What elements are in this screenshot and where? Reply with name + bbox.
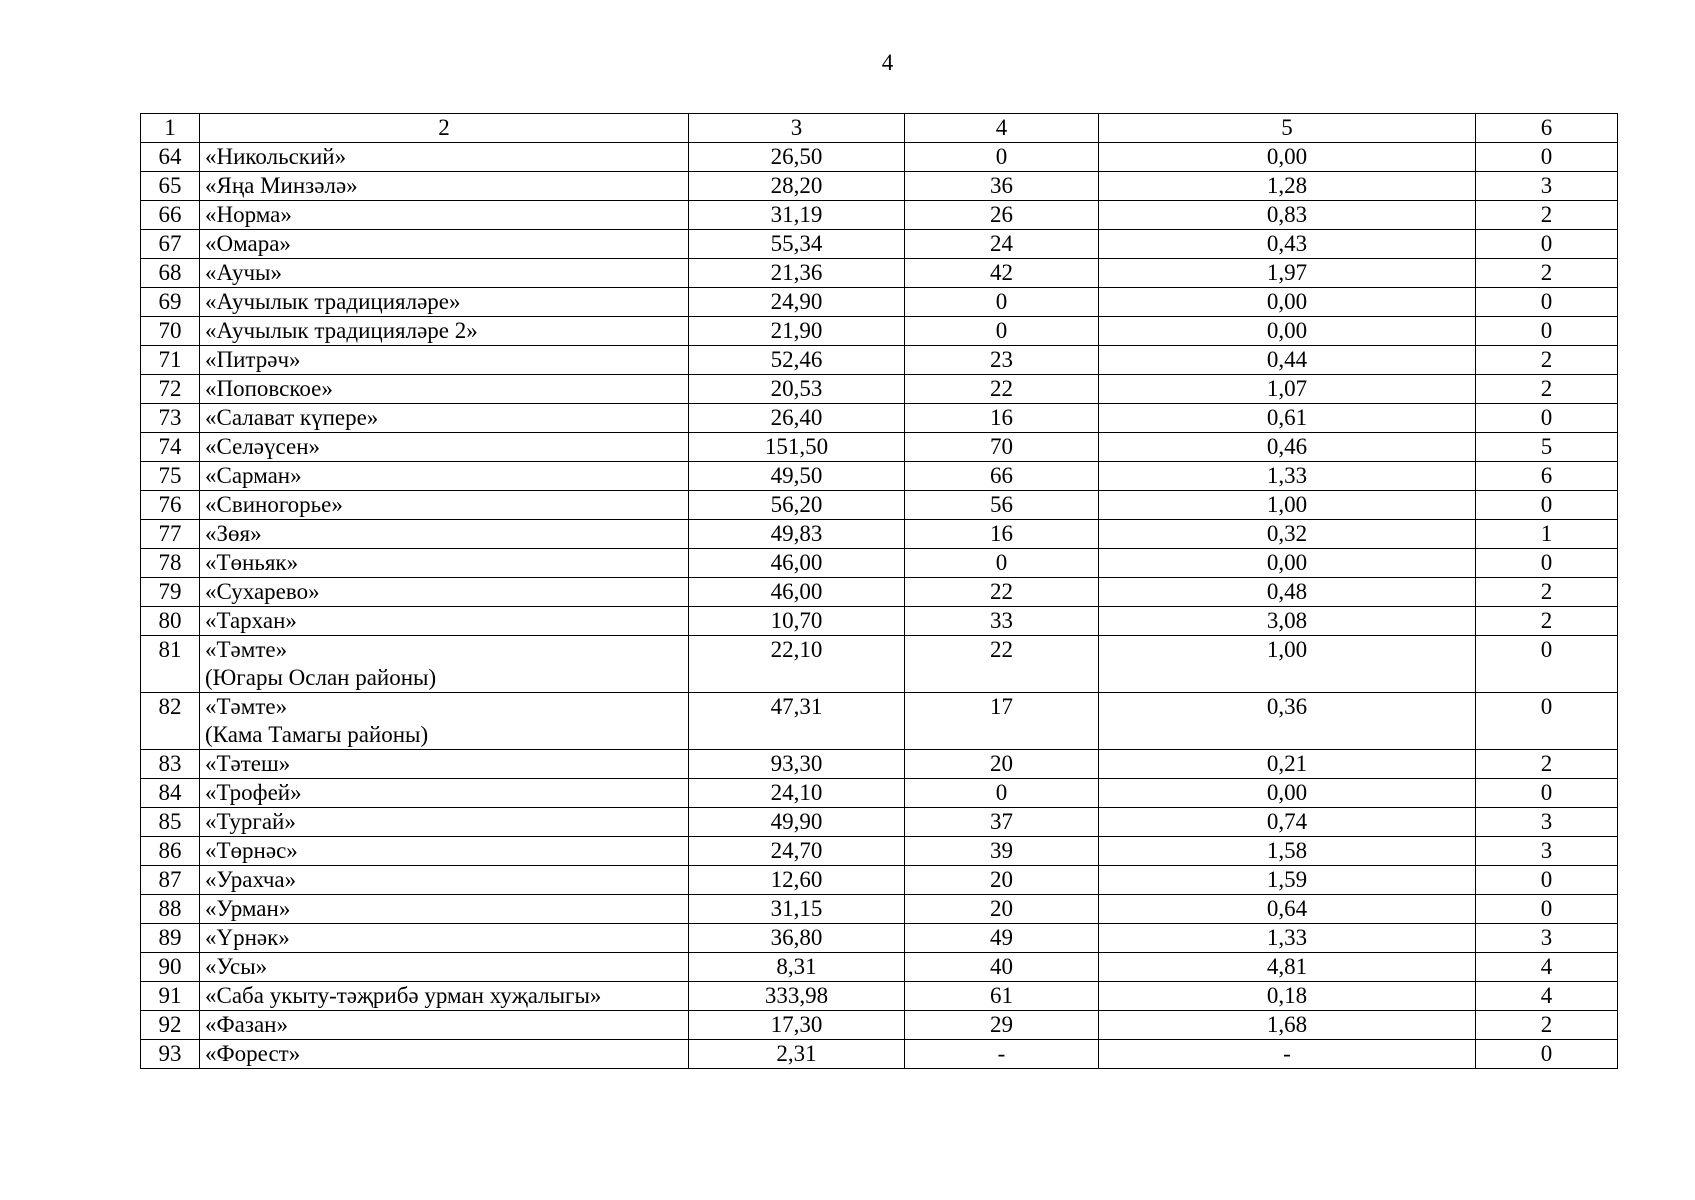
row-col4-cell: 20 xyxy=(905,750,1099,779)
row-name-line: «Фазан» xyxy=(205,1012,288,1037)
table-row xyxy=(141,346,1618,375)
row-name-cell xyxy=(200,172,689,201)
row-name-line: «Сарман» xyxy=(205,463,302,488)
row-col6-cell: 2 xyxy=(1476,201,1618,230)
table-row xyxy=(141,866,1618,895)
row-name-line: «Селәүсен» xyxy=(205,434,321,459)
row-col6-cell: 0 xyxy=(1476,404,1618,433)
table-row xyxy=(141,143,1618,172)
row-name-line: «Форест» xyxy=(205,1041,301,1066)
table-row xyxy=(141,491,1618,520)
row-col3-cell: 17,30 xyxy=(689,1011,905,1040)
row-name-line: (Югары Ослан районы) xyxy=(205,665,437,690)
row-col5-cell: 1,00 xyxy=(1099,491,1476,520)
row-col4-cell: 39 xyxy=(905,837,1099,866)
table-row xyxy=(141,201,1618,230)
row-col5-cell: 1,68 xyxy=(1099,1011,1476,1040)
row-name-line: «Питрәч» xyxy=(205,347,301,372)
row-col3-cell: 49,90 xyxy=(689,808,905,837)
row-col4-cell: 26 xyxy=(905,201,1099,230)
data-table xyxy=(140,113,1618,1069)
row-name-cell xyxy=(200,779,689,808)
row-col3-cell: 26,50 xyxy=(689,143,905,172)
row-col4-cell: 61 xyxy=(905,982,1099,1011)
row-number-cell: 65 xyxy=(141,172,200,201)
row-col4-cell: 22 xyxy=(905,636,1099,693)
table-row xyxy=(141,288,1618,317)
row-number-cell: 70 xyxy=(141,317,200,346)
row-name-cell xyxy=(200,750,689,779)
row-col3-cell: 10,70 xyxy=(689,607,905,636)
row-col4-cell: 16 xyxy=(905,520,1099,549)
row-name-cell xyxy=(200,230,689,259)
row-number-cell: 86 xyxy=(141,837,200,866)
page-number: 4 xyxy=(881,50,894,75)
row-col3-cell: 24,90 xyxy=(689,288,905,317)
row-name-cell xyxy=(200,808,689,837)
row-col6-cell: 1 xyxy=(1476,520,1618,549)
row-name-line: «Төрнәс» xyxy=(205,838,298,863)
row-name-cell xyxy=(200,1011,689,1040)
row-col5-cell: 0,83 xyxy=(1099,201,1476,230)
table-row xyxy=(141,636,1618,693)
row-col6-cell: 2 xyxy=(1476,750,1618,779)
header-cell-3: 3 xyxy=(689,114,905,143)
row-name-cell xyxy=(200,288,689,317)
row-number-cell: 76 xyxy=(141,491,200,520)
row-col3-cell: 31,19 xyxy=(689,201,905,230)
row-col4-cell: 0 xyxy=(905,288,1099,317)
row-name-line: «Зөя» xyxy=(205,521,262,546)
row-col3-cell: 8,31 xyxy=(689,953,905,982)
table-row xyxy=(141,375,1618,404)
row-number-cell: 77 xyxy=(141,520,200,549)
row-col6-cell: 2 xyxy=(1476,375,1618,404)
row-col6-cell: 0 xyxy=(1476,549,1618,578)
row-col3-cell: 52,46 xyxy=(689,346,905,375)
table-row xyxy=(141,982,1618,1011)
table-row xyxy=(141,317,1618,346)
table-row xyxy=(141,462,1618,491)
row-col3-cell: 56,20 xyxy=(689,491,905,520)
row-number-cell: 87 xyxy=(141,866,200,895)
row-col3-cell: 24,70 xyxy=(689,837,905,866)
row-col6-cell: 6 xyxy=(1476,462,1618,491)
row-col6-cell: 2 xyxy=(1476,578,1618,607)
row-name-cell xyxy=(200,375,689,404)
row-name-cell xyxy=(200,953,689,982)
row-number-cell: 85 xyxy=(141,808,200,837)
table-row xyxy=(141,433,1618,462)
row-name-cell xyxy=(200,259,689,288)
row-col4-cell: 22 xyxy=(905,578,1099,607)
table-row xyxy=(141,808,1618,837)
row-col5-cell: 0,43 xyxy=(1099,230,1476,259)
row-number-cell: 81 xyxy=(141,636,200,693)
row-col5-cell: 4,81 xyxy=(1099,953,1476,982)
row-name-line: «Усы» xyxy=(205,954,268,979)
row-name-line: «Никольский» xyxy=(205,144,347,169)
row-name-cell xyxy=(200,924,689,953)
row-col4-cell: 36 xyxy=(905,172,1099,201)
header-cell-6: 6 xyxy=(1476,114,1618,143)
row-col3-cell: 28,20 xyxy=(689,172,905,201)
row-col5-cell: 0,36 xyxy=(1099,693,1476,750)
row-col3-cell: 22,10 xyxy=(689,636,905,693)
row-name-line: «Төньяк» xyxy=(205,550,299,575)
table-row xyxy=(141,230,1618,259)
row-col5-cell: 0,21 xyxy=(1099,750,1476,779)
row-col5-cell: 1,33 xyxy=(1099,462,1476,491)
row-number-cell: 84 xyxy=(141,779,200,808)
row-col4-cell: 40 xyxy=(905,953,1099,982)
row-col3-cell: 20,53 xyxy=(689,375,905,404)
row-col6-cell: 2 xyxy=(1476,346,1618,375)
row-name-cell xyxy=(200,693,689,750)
row-col5-cell: 0,00 xyxy=(1099,317,1476,346)
row-col6-cell: 3 xyxy=(1476,172,1618,201)
row-col4-cell: 70 xyxy=(905,433,1099,462)
row-col6-cell: 0 xyxy=(1476,288,1618,317)
row-col5-cell: - xyxy=(1099,1040,1476,1069)
row-col4-cell: - xyxy=(905,1040,1099,1069)
row-name-line: «Үрнәк» xyxy=(205,925,290,950)
row-number-cell: 93 xyxy=(141,1040,200,1069)
row-col4-cell: 29 xyxy=(905,1011,1099,1040)
row-name-cell xyxy=(200,578,689,607)
row-col6-cell: 0 xyxy=(1476,693,1618,750)
row-number-cell: 69 xyxy=(141,288,200,317)
row-name-line: «Тәтеш» xyxy=(205,751,291,776)
table-row xyxy=(141,1040,1618,1069)
row-number-cell: 68 xyxy=(141,259,200,288)
table-row xyxy=(141,172,1618,201)
row-col4-cell: 0 xyxy=(905,779,1099,808)
row-name-line: «Тәмте» xyxy=(205,694,288,719)
row-col6-cell: 0 xyxy=(1476,895,1618,924)
row-col5-cell: 0,00 xyxy=(1099,143,1476,172)
row-col4-cell: 24 xyxy=(905,230,1099,259)
row-col4-cell: 33 xyxy=(905,607,1099,636)
row-col4-cell: 0 xyxy=(905,549,1099,578)
row-col6-cell: 0 xyxy=(1476,230,1618,259)
row-number-cell: 80 xyxy=(141,607,200,636)
table-row xyxy=(141,837,1618,866)
row-name-cell xyxy=(200,462,689,491)
row-col5-cell: 0,00 xyxy=(1099,779,1476,808)
row-name-cell xyxy=(200,317,689,346)
row-col4-cell: 23 xyxy=(905,346,1099,375)
row-col3-cell: 2,31 xyxy=(689,1040,905,1069)
row-col5-cell: 0,61 xyxy=(1099,404,1476,433)
row-col3-cell: 55,34 xyxy=(689,230,905,259)
row-col4-cell: 16 xyxy=(905,404,1099,433)
row-col6-cell: 0 xyxy=(1476,779,1618,808)
row-name-cell xyxy=(200,837,689,866)
table-row xyxy=(141,953,1618,982)
row-name-line: «Норма» xyxy=(205,202,292,227)
row-col6-cell: 0 xyxy=(1476,636,1618,693)
table-row xyxy=(141,1011,1618,1040)
row-number-cell: 74 xyxy=(141,433,200,462)
header-cell-1: 1 xyxy=(141,114,200,143)
row-col3-cell: 93,30 xyxy=(689,750,905,779)
row-name-line: (Кама Тамагы районы) xyxy=(205,722,429,747)
table-row xyxy=(141,895,1618,924)
row-name-line: «Яңа Минзәлә» xyxy=(205,173,358,198)
row-number-cell: 67 xyxy=(141,230,200,259)
row-name-line: «Салават күпере» xyxy=(205,405,379,430)
row-name-line: «Тәмте» xyxy=(205,637,288,662)
row-number-cell: 66 xyxy=(141,201,200,230)
row-col6-cell: 0 xyxy=(1476,317,1618,346)
row-col6-cell: 5 xyxy=(1476,433,1618,462)
row-col5-cell: 3,08 xyxy=(1099,607,1476,636)
row-col4-cell: 66 xyxy=(905,462,1099,491)
row-number-cell: 89 xyxy=(141,924,200,953)
row-col3-cell: 36,80 xyxy=(689,924,905,953)
row-col5-cell: 1,00 xyxy=(1099,636,1476,693)
row-name-cell xyxy=(200,143,689,172)
row-name-line: «Урахча» xyxy=(205,867,297,892)
row-col3-cell: 46,00 xyxy=(689,549,905,578)
row-name-cell xyxy=(200,404,689,433)
row-name-cell xyxy=(200,491,689,520)
row-number-cell: 90 xyxy=(141,953,200,982)
row-col6-cell: 0 xyxy=(1476,866,1618,895)
row-col5-cell: 0,46 xyxy=(1099,433,1476,462)
row-col5-cell: 1,28 xyxy=(1099,172,1476,201)
row-name-cell xyxy=(200,636,689,693)
row-col5-cell: 0,48 xyxy=(1099,578,1476,607)
row-name-line: «Аучылык традицияләре» xyxy=(205,289,461,314)
row-number-cell: 83 xyxy=(141,750,200,779)
table-row xyxy=(141,259,1618,288)
table-row xyxy=(141,750,1618,779)
row-col5-cell: 0,64 xyxy=(1099,895,1476,924)
row-col5-cell: 1,59 xyxy=(1099,866,1476,895)
row-col3-cell: 151,50 xyxy=(689,433,905,462)
row-col5-cell: 0,74 xyxy=(1099,808,1476,837)
row-col5-cell: 1,58 xyxy=(1099,837,1476,866)
row-name-line: «Сухарево» xyxy=(205,579,320,604)
row-col5-cell: 0,00 xyxy=(1099,549,1476,578)
row-number-cell: 91 xyxy=(141,982,200,1011)
row-col5-cell: 1,33 xyxy=(1099,924,1476,953)
row-col5-cell: 0,44 xyxy=(1099,346,1476,375)
row-col6-cell: 0 xyxy=(1476,1040,1618,1069)
row-col3-cell: 24,10 xyxy=(689,779,905,808)
table-row xyxy=(141,578,1618,607)
row-name-cell xyxy=(200,982,689,1011)
row-col3-cell: 49,83 xyxy=(689,520,905,549)
row-name-line: «Саба укыту-тәҗрибә урман хуҗалыгы» xyxy=(205,983,602,1008)
row-name-line: «Омара» xyxy=(205,231,291,256)
row-name-line: «Аучылык традицияләре 2» xyxy=(205,318,478,343)
row-number-cell: 71 xyxy=(141,346,200,375)
row-number-cell: 79 xyxy=(141,578,200,607)
table-row xyxy=(141,693,1618,750)
row-name-cell xyxy=(200,201,689,230)
row-name-cell xyxy=(200,607,689,636)
row-name-cell xyxy=(200,520,689,549)
row-col5-cell: 1,07 xyxy=(1099,375,1476,404)
row-number-cell: 64 xyxy=(141,143,200,172)
row-col6-cell: 4 xyxy=(1476,982,1618,1011)
row-name-cell xyxy=(200,895,689,924)
row-name-cell xyxy=(200,549,689,578)
row-number-cell: 73 xyxy=(141,404,200,433)
row-name-line: «Аучы» xyxy=(205,260,282,285)
row-name-line: «Тургай» xyxy=(205,809,296,834)
row-col6-cell: 3 xyxy=(1476,808,1618,837)
row-col4-cell: 17 xyxy=(905,693,1099,750)
row-col4-cell: 37 xyxy=(905,808,1099,837)
table-header-row xyxy=(141,114,1618,143)
table-row xyxy=(141,549,1618,578)
header-cell-2: 2 xyxy=(200,114,689,143)
row-col3-cell: 12,60 xyxy=(689,866,905,895)
row-col6-cell: 2 xyxy=(1476,259,1618,288)
row-col3-cell: 333,98 xyxy=(689,982,905,1011)
header-cell-5: 5 xyxy=(1099,114,1476,143)
row-name-cell xyxy=(200,1040,689,1069)
row-col3-cell: 21,90 xyxy=(689,317,905,346)
row-col3-cell: 21,36 xyxy=(689,259,905,288)
row-col5-cell: 0,18 xyxy=(1099,982,1476,1011)
row-col4-cell: 20 xyxy=(905,895,1099,924)
row-col5-cell: 0,00 xyxy=(1099,288,1476,317)
row-col5-cell: 1,97 xyxy=(1099,259,1476,288)
table-body xyxy=(141,114,1618,1069)
row-name-line: «Поповское» xyxy=(205,376,333,401)
row-number-cell: 92 xyxy=(141,1011,200,1040)
table-row xyxy=(141,520,1618,549)
row-name-cell xyxy=(200,346,689,375)
row-name-line: «Трофей» xyxy=(205,780,302,805)
row-number-cell: 72 xyxy=(141,375,200,404)
row-col6-cell: 3 xyxy=(1476,837,1618,866)
row-col4-cell: 22 xyxy=(905,375,1099,404)
row-col3-cell: 46,00 xyxy=(689,578,905,607)
row-col6-cell: 4 xyxy=(1476,953,1618,982)
row-number-cell: 75 xyxy=(141,462,200,491)
row-col3-cell: 31,15 xyxy=(689,895,905,924)
row-name-cell xyxy=(200,866,689,895)
table-row xyxy=(141,404,1618,433)
row-col4-cell: 56 xyxy=(905,491,1099,520)
row-col5-cell: 0,32 xyxy=(1099,520,1476,549)
table-row xyxy=(141,779,1618,808)
row-col3-cell: 49,50 xyxy=(689,462,905,491)
row-name-line: «Свиногорье» xyxy=(205,492,343,517)
row-number-cell: 78 xyxy=(141,549,200,578)
row-col3-cell: 26,40 xyxy=(689,404,905,433)
row-col3-cell: 47,31 xyxy=(689,693,905,750)
row-col6-cell: 0 xyxy=(1476,491,1618,520)
header-cell-4: 4 xyxy=(905,114,1099,143)
row-number-cell: 82 xyxy=(141,693,200,750)
row-col6-cell: 0 xyxy=(1476,143,1618,172)
row-col6-cell: 2 xyxy=(1476,607,1618,636)
row-col4-cell: 42 xyxy=(905,259,1099,288)
row-col4-cell: 0 xyxy=(905,317,1099,346)
row-name-line: «Тархан» xyxy=(205,608,297,633)
row-number-cell: 88 xyxy=(141,895,200,924)
row-col4-cell: 0 xyxy=(905,143,1099,172)
row-col4-cell: 49 xyxy=(905,924,1099,953)
row-col6-cell: 3 xyxy=(1476,924,1618,953)
row-name-cell xyxy=(200,433,689,462)
table-row xyxy=(141,924,1618,953)
row-col6-cell: 2 xyxy=(1476,1011,1618,1040)
row-name-line: «Урман» xyxy=(205,896,291,921)
table-row xyxy=(141,607,1618,636)
row-col4-cell: 20 xyxy=(905,866,1099,895)
